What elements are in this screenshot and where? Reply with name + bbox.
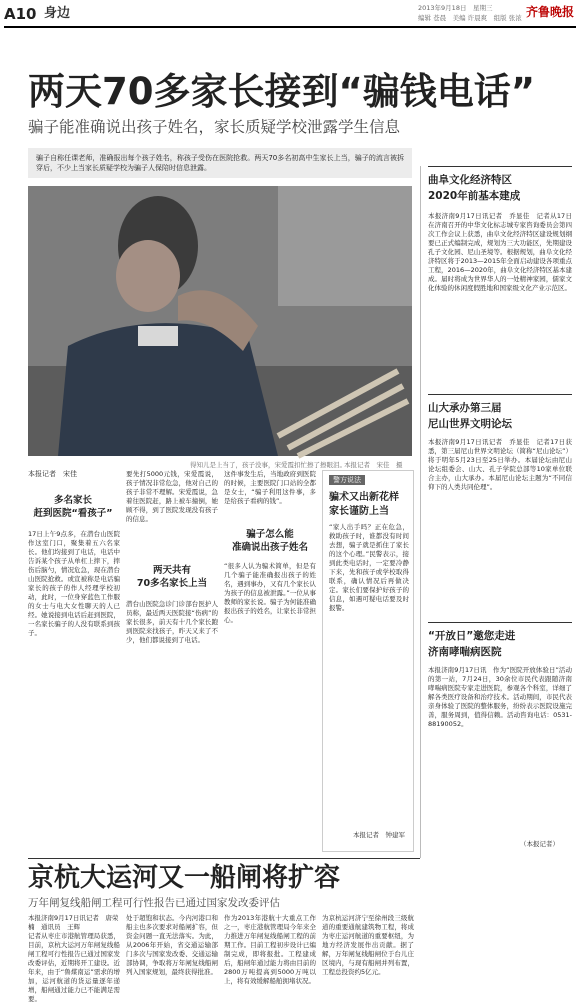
police-advice-box bbox=[322, 470, 414, 852]
lead-column-3b: “很多人认为骗术简单，但是有几个骗子能准确报出孩子的姓名，遇到事办，又有几个家长认为孩子的信息被泄露。”一位从事教师的家长说。骗子为何能准确报出孩子的姓名，让家长非常担心。 bbox=[224, 562, 316, 624]
lead-headline: 两天70多家长接到“骗钱电话” bbox=[28, 70, 536, 113]
bottom-headline: 京杭大运河又一船闸将扩容 bbox=[28, 863, 341, 893]
photo-caption: 得知儿是上当了，孩子没事，宋爱霞扣忙擦了擦眼泪。 bbox=[190, 461, 346, 469]
subhead-3-line1: 骗子怎么能 bbox=[246, 529, 294, 540]
side3-top-rule bbox=[428, 622, 572, 623]
subhead-2-line1: 两天共有 bbox=[152, 565, 191, 576]
bottom-column-3: 作为2013年港航十大重点工作之一，枣庄港航管理局今年来全力推进万年闸复线船闸工程的前期工作。目前工程初步设计已编制完成，即将报批。工程建成后，船闸年通过能力将由目前的2800万吨提高到5000万吨以上，将有效缓解船舶拥堵状况。 bbox=[224, 914, 316, 985]
subhead-3-line2: 准确说出孩子姓名 bbox=[231, 542, 308, 553]
side3-title: “开放日”邀您走进 济南哮喘病医院 bbox=[428, 630, 516, 658]
subhead-2-line2: 70多名家长上当 bbox=[136, 578, 208, 589]
bottom-column-1: 记者从枣庄市港航管理局获悉，目前，京杭大运河万年闸复线船闸工程可行性报告已通过国家发改委评估，近期将开工建设。近年来，由于“鲁煤南运”需求的增加，运河航道的货运量逐年递增，船闸通过能力已不能满足需要。 bbox=[28, 932, 120, 1003]
lead-byline: 本报记者 宋佳 bbox=[28, 470, 77, 478]
section-name: 身边 bbox=[44, 6, 71, 21]
page-number: A10 bbox=[4, 5, 37, 23]
police-box-label: 警方说法 bbox=[329, 475, 365, 485]
bottom-subheadline: 万年闸复线船闸工程可行性报告已通过国家发改委评估 bbox=[28, 897, 280, 909]
sidebar-divider bbox=[420, 166, 421, 858]
police-box-byline: 本报记者 钟建军 bbox=[353, 831, 405, 839]
side1-title: 曲阜文化经济特区 2020年前基本建成 bbox=[428, 174, 521, 202]
page-header bbox=[0, 0, 580, 28]
police-box-body: “家人出手吗？正在危急，救助孩子时，谁都没有时间去想，骗子就是抓住了家长的这个心理。”民警表示，接到此类电话时，一定要冷静下来，先和孩子或学校取得联系，确认情况后再做决定。家长们要保护好孩子的信息，如遇可疑电话要及时报警。 bbox=[329, 523, 409, 612]
lead-subheadline: 骗子能准确说出孩子姓名，家长质疑学校泄露学生信息 bbox=[28, 118, 401, 136]
side2-top-rule bbox=[428, 394, 572, 395]
staff-line: 编辑 苍晨 美编 许晨爽 组版 张浓 bbox=[418, 14, 522, 22]
newspaper-logo: 齐鲁晚报 bbox=[526, 5, 575, 19]
bottom-top-rule bbox=[28, 858, 420, 859]
side1-body: 本报济南9月17日讯记者 乔显佳 记者从17日在济南召开的中华文化标志城专家咨询委员会第四次工作会议上获悉，曲阜文化经济特区建设规划纲要已正式编制完成，规划为三大功能区，先期建设孔子文化园、尼山圣境等。根据规划，曲阜文化经济特区将于2013—2015年全面启动建设各项重点工程，2016—2020年，曲阜文化经济特区基本建成。届时将成为世界华人的一处精神家园，儒家文化体验的休闲度假胜地和国家级文化产业示范区。 bbox=[428, 212, 572, 292]
lead-intro: 骗子自称任课老师，准确报出每个孩子姓名，称孩子受伤在医院抢救。两天70多名初高中生家长上当，骗子的流言被拆穿后，不少上当家长质疑学校为骗子人保陪时信息泄露。 bbox=[28, 148, 412, 178]
lead-photo bbox=[28, 186, 412, 456]
lead-subhead-2 bbox=[126, 564, 218, 590]
lead-column-3a: 这件事发生后，当地政府到医院的时候，主要医院门口站的全都是女士，“骗子利用这件事，多是给孩子看病的钱”。 bbox=[224, 470, 316, 505]
side2-title: 山大承办第三届 尼山世界文明论坛 bbox=[428, 402, 512, 430]
woman-crying-photo bbox=[28, 186, 412, 456]
subhead-1-line1: 多名家长 bbox=[53, 495, 92, 506]
bottom-byline: 本报济南9月17日讯记者 唐荣楠 通讯员 王辉 bbox=[28, 914, 119, 931]
subhead-1-line2: 赶到医院“看孩子” bbox=[33, 508, 113, 519]
lead-subhead-3 bbox=[224, 528, 316, 554]
date-line: 2013年9月18日 星期三 bbox=[418, 4, 493, 12]
lead-column-2a: 要先打5000元钱，宋爱霞说，孩子情况非常危急，他对自己的孩子非常不理解。宋爱霞说，急着往医院赶，路上被车撞倒，她顾不得，到了医院发现没有孩子的信息。 bbox=[126, 470, 218, 523]
header-rule bbox=[4, 26, 576, 28]
bottom-column-4: 为京杭运河济宁至徐州段三级航道的重要通航建筑物工程，将成为枣庄运河航道的重要枢纽，为地方经济发展作出贡献。据了解，万年闸复线船闸位于台儿庄区境内，与现有船闸并列布置，工程总投资约5亿元。 bbox=[322, 914, 414, 976]
lead-subhead-1 bbox=[28, 494, 118, 520]
lead-column-2b: 潜台山医院急诊门诊部台医护人员称，最近两天医院接“伤病”的家长很多，前天有十几个家长跑到医院来找孩子，昨天又来了不少，他们都说接到了电话。 bbox=[126, 600, 218, 644]
photo-credit: 本报记者 宋佳 摄 bbox=[344, 461, 403, 469]
side1-top-rule bbox=[428, 166, 572, 167]
side3-body: 本报济南9月17日讯 作为“医院开放体验日”活动的第一站，7月24日，30余位市民代表跟随济南哮喘病医院专家走进医院，参观各个科室，详细了解各类医疗设备和治疗技术。活动期间，市民代表亲身体验了医院的整体服务，纷纷表示医院设施完善，服务周到，值得信赖。活动咨询电话：0531-88190052。 bbox=[428, 666, 572, 728]
police-box-title: 骗术又出新花样 家长谨防上当 bbox=[329, 492, 399, 517]
bottom-column-2: 处于超饱和状态。今内河港口和船主也多次要求对船闸扩容，但资金问题一直无法落实。为此，从2006年开始，省交通运输部门多次与国家发改委、交通运输部协调，争取将万年闸复线船闸列入国家规划，最终获得批准。 bbox=[126, 914, 218, 976]
side3-byline: （本报记者） bbox=[520, 840, 559, 848]
side2-body: 本报济南9月17日讯记者 乔显佳 记者17日获悉，第三届尼山世界文明论坛（简称“尼山论坛”）将于明年5月23日至25日举办。本届论坛由尼山论坛组委会、山大、孔子学院总部等10家单位联合主办，山大承办。本届尼山论坛主题为“不同信仰下的人类共同伦理”。 bbox=[428, 438, 572, 491]
lead-column-1: 17日上午9点多，在潜台山医院作这室门口，聚集着五六名家长。他们均接到了电话，电话中告诉某个孩子从单杠上摔下，摔伤后脑勺，情况危急，现在潜台山医院抢救。或宣被称是电话骗家长的孩子的作人经理学校初动，此时，一位身穿蓝色工作服的女士与电大女性聊天的人已经。她说接到电话后赶到医院，一名家长骗子的人没有联系到孩子。 bbox=[28, 530, 120, 637]
